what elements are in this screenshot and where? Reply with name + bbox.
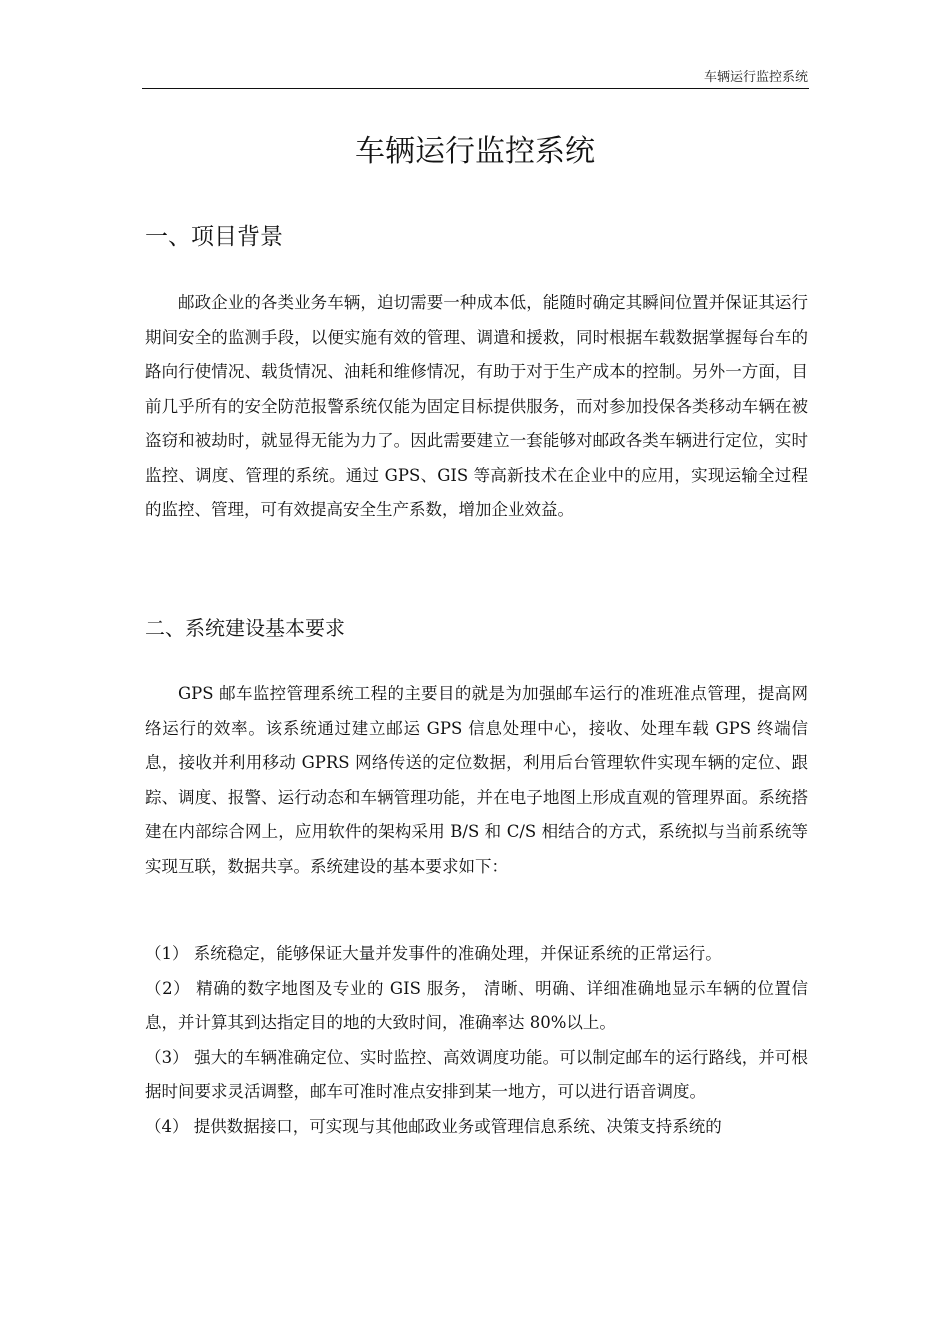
section-heading-requirements: 二、系统建设基本要求 bbox=[145, 616, 345, 640]
requirements-list bbox=[145, 937, 808, 1144]
running-header: 车辆运行监控系统 bbox=[703, 70, 808, 85]
document-title: 车辆运行监控系统 bbox=[355, 134, 595, 169]
requirement-item: （4） 提供数据接口，可实现与其他邮政业务或管理信息系统、决策支持系统的 bbox=[145, 1116, 722, 1136]
section-heading-background: 一、项目背景 bbox=[145, 224, 283, 250]
requirement-item: （1） 系统稳定，能够保证大量并发事件的准确处理，并保证系统的正常运行。 bbox=[145, 944, 722, 963]
header-rule bbox=[142, 88, 809, 89]
requirement-item: （3） 强大的车辆准确定位、实时监控、高效调度功能。可以制定邮车的运行路线，并可根据时间要求灵活调整，邮车可准时准点安排到某一地方，可以进行语音调度。 bbox=[145, 1047, 808, 1101]
requirement-item: （2） 精确的数字地图及专业的 GIS 服务， 清晰、明确、详细准确地显示车辆的位置信息，并计算其到达指定目的地的大致时间，准确率达 80%以上。 bbox=[145, 978, 808, 1032]
requirements-intro-paragraph: GPS 邮车监控管理系统工程的主要目的就是为加强邮车运行的准班准点管理，提高网络运行的效率。该系统通过建立邮运 GPS 信息处理中心，接收、处理车载 GPS 终端信息，接收并利用移动 GPRS 网络传送的定位数据，利用后台管理软件实现车辆的定位、跟踪、调度、报警、运行动态和车辆管理功能，并在电子地图上形成直观的管理界面。系统搭建在内部综合网上，应用软件的架构采用 B/S 和 C/S 相结合的方式，系统拟与当前系统等实现互联，数据共享。系统建设的基本要求如下： bbox=[145, 684, 808, 876]
background-paragraph: 邮政企业的各类业务车辆，迫切需要一种成本低，能随时确定其瞬间位置并保证其运行期间安全的监测手段，以便实施有效的管理、调遣和援救，同时根据车载数据掌握每台车的路向行使情况、载货情况、油耗和维修情况，有助于对于生产成本的控制。另外一方面，目前几乎所有的安全防范报警系统仅能为固定目标提供服务，而对参加投保各类移动车辆在被盗窃和被劫时，就显得无能为力了。因此需要建立一套能够对邮政各类车辆进行定位，实时监控、调度、管理的系统。通过 GPS、GIS 等高新技术在企业中的应用，实现运输全过程的监控、管理，可有效提高安全生产系数，增加企业效益。 bbox=[145, 293, 808, 519]
